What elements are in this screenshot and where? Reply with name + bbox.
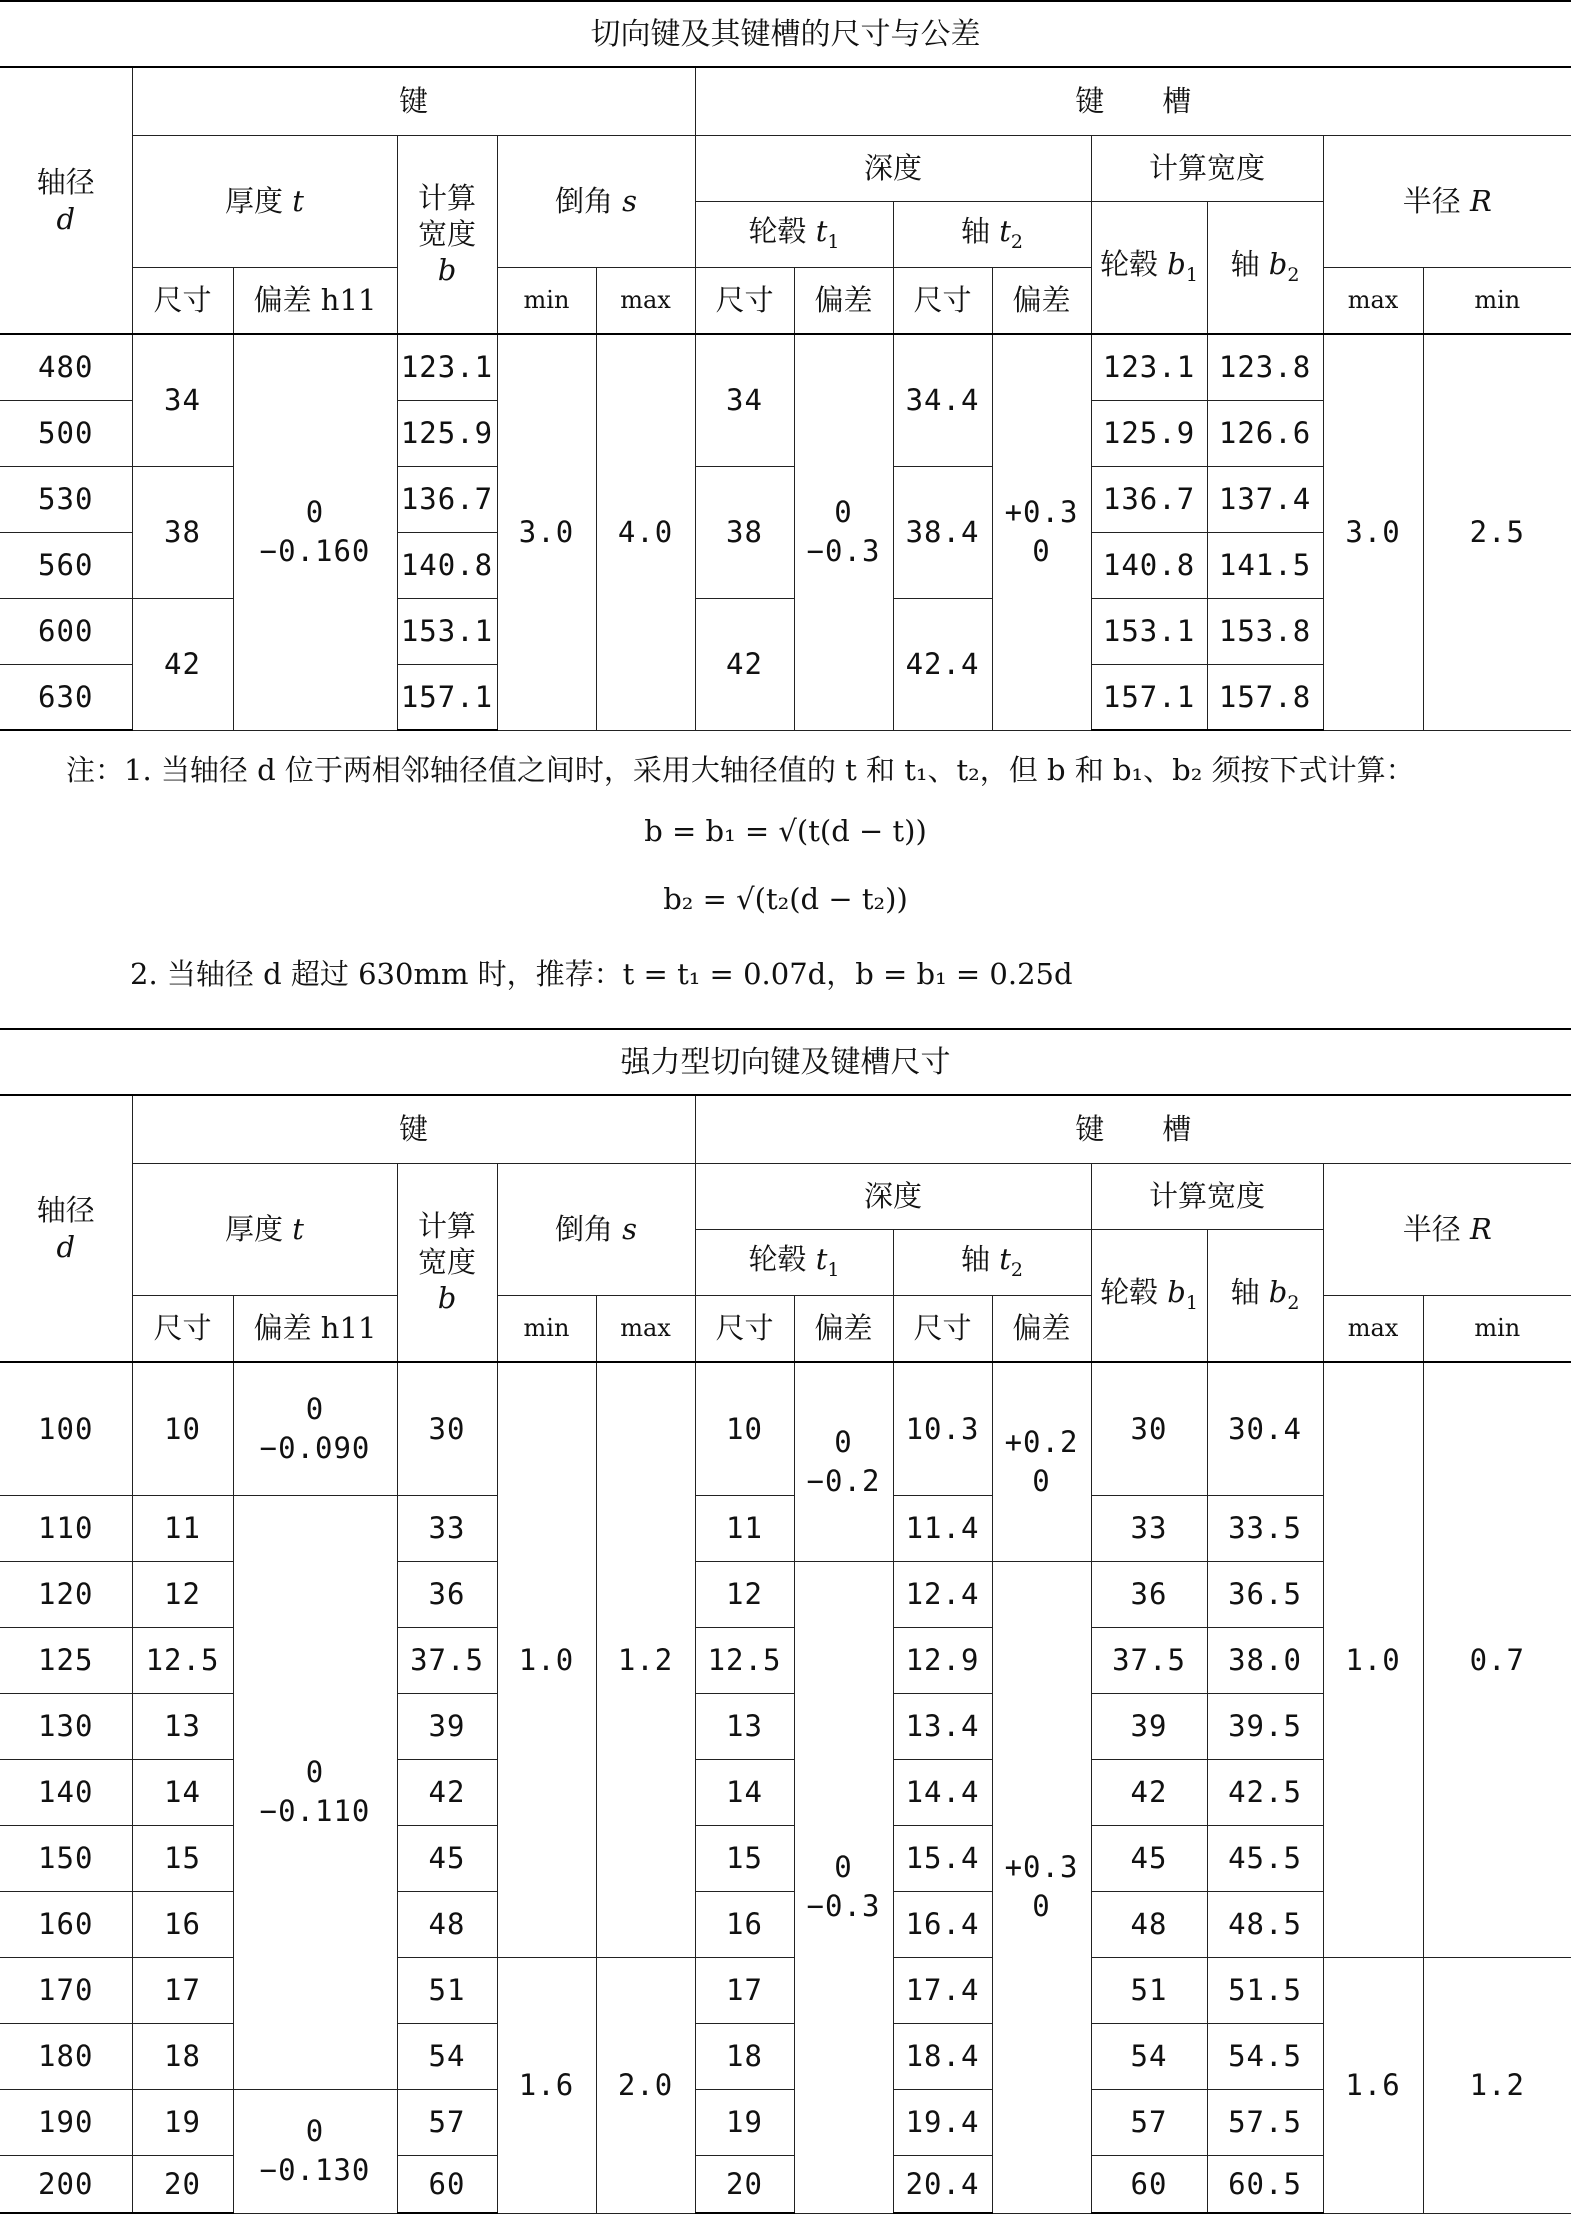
header-t1-dev: 偏差	[794, 1295, 893, 1362]
t2-t2: 10.3	[893, 1362, 992, 1495]
t2-d: 200	[0, 2155, 132, 2213]
t2-b1: 37.5	[1091, 1627, 1207, 1693]
t2-d: 190	[0, 2089, 132, 2155]
t1-b2: 157.8	[1207, 664, 1323, 730]
header-thickness: 厚度 t	[132, 1163, 397, 1295]
t1-t1: 42	[695, 598, 794, 730]
header-radius: 半径 R	[1323, 135, 1571, 267]
t2-s-max: 2.0	[596, 1957, 695, 2213]
t2-b1: 42	[1091, 1759, 1207, 1825]
t2-d: 140	[0, 1759, 132, 1825]
header-s-max: max	[596, 267, 695, 334]
t2-b1: 48	[1091, 1891, 1207, 1957]
t2-t2: 14.4	[893, 1759, 992, 1825]
t2-b2: 48.5	[1207, 1891, 1323, 1957]
t1-b: 157.1	[397, 664, 497, 730]
t1-b: 140.8	[397, 532, 497, 598]
header-hub-b1: 轮毂 $b_1$	[1091, 201, 1207, 334]
t2-d: 120	[0, 1561, 132, 1627]
header-s-min: min	[497, 267, 596, 334]
t2-t1: 12	[695, 1561, 794, 1627]
header-shaft-b2: 轴 $b_2$	[1207, 1229, 1323, 1362]
t1-t: 38	[132, 466, 233, 598]
header-thickness: 厚度 t	[132, 135, 397, 267]
t2-t2: 15.4	[893, 1825, 992, 1891]
header-shaft: 轴径 d	[0, 67, 132, 334]
t2-t: 16	[132, 1891, 233, 1957]
t2-b2: 54.5	[1207, 2023, 1323, 2089]
t2-t: 19	[132, 2089, 233, 2155]
header-calc-width: 计算 宽度 b	[397, 1163, 497, 1362]
t2-b2: 38.0	[1207, 1627, 1323, 1693]
t1-d: 480	[0, 334, 132, 400]
t1-t2: 38.4	[893, 466, 992, 598]
t2-b: 42	[397, 1759, 497, 1825]
t2-t: 10	[132, 1362, 233, 1495]
t2-b: 45	[397, 1825, 497, 1891]
t1-d: 560	[0, 532, 132, 598]
header-t1-size: 尺寸	[695, 1295, 794, 1362]
note-1: 注：1. 当轴径 d 位于两相邻轴径值之间时，采用大轴径值的 t 和 t₁、t₂，但 b 和 b₁、b₂ 须按下式计算：	[66, 753, 1415, 787]
t1-t: 42	[132, 598, 233, 730]
t2-b: 48	[397, 1891, 497, 1957]
table2	[0, 1094, 1571, 2214]
t1-b2: 123.8	[1207, 334, 1323, 400]
t1-s-max: 4.0	[596, 334, 695, 730]
t2-t1: 17	[695, 1957, 794, 2023]
t2-b: 33	[397, 1495, 497, 1561]
t2-t: 11	[132, 1495, 233, 1561]
t2-t1: 14	[695, 1759, 794, 1825]
t2-b2: 36.5	[1207, 1561, 1323, 1627]
t2-t1-dev: 0 −0.3	[794, 1561, 893, 2213]
header-size: 尺寸	[132, 267, 233, 334]
t2-b1: 57	[1091, 2089, 1207, 2155]
t2-d: 130	[0, 1693, 132, 1759]
t2-s-max: 1.2	[596, 1362, 695, 1957]
t2-b2: 33.5	[1207, 1495, 1323, 1561]
t2-b2: 30.4	[1207, 1362, 1323, 1495]
header-calc-width-slot: 计算宽度	[1091, 135, 1323, 201]
t1-t2-dev: +0.3 0	[992, 334, 1091, 730]
header-keyway: 键 槽	[695, 1095, 1571, 1163]
header-shaft-t2: 轴 $t_2$	[893, 1229, 1091, 1295]
t2-b1: 36	[1091, 1561, 1207, 1627]
t1-b1: 157.1	[1091, 664, 1207, 730]
t2-b: 54	[397, 2023, 497, 2089]
header-dev-h11: 偏差 h11	[233, 267, 397, 334]
header-hub-t1: 轮毂 $t_1$	[695, 1229, 893, 1295]
header-radius: 半径 R	[1323, 1163, 1571, 1295]
header-dev-h11: 偏差 h11	[233, 1295, 397, 1362]
t2-t2: 19.4	[893, 2089, 992, 2155]
t2-t: 15	[132, 1825, 233, 1891]
header-key: 键	[132, 67, 695, 135]
t2-s-min: 1.6	[497, 1957, 596, 2213]
t1-d: 500	[0, 400, 132, 466]
t2-t: 12	[132, 1561, 233, 1627]
t2-b1: 30	[1091, 1362, 1207, 1495]
header-hub-t1: 轮毂 $t_1$	[695, 201, 893, 267]
header-chamfer: 倒角 s	[497, 135, 695, 267]
t1-d: 630	[0, 664, 132, 730]
t1-b: 123.1	[397, 334, 497, 400]
t2-t2: 12.9	[893, 1627, 992, 1693]
header-chamfer: 倒角 s	[497, 1163, 695, 1295]
t1-r-min: 2.5	[1423, 334, 1571, 730]
t1-t1: 38	[695, 466, 794, 598]
header-t2-size: 尺寸	[893, 267, 992, 334]
t2-t1: 18	[695, 2023, 794, 2089]
t1-t2: 34.4	[893, 334, 992, 466]
t2-t2: 13.4	[893, 1693, 992, 1759]
t2-r-min: 1.2	[1423, 1957, 1571, 2213]
t2-t-dev: 0 −0.130	[233, 2089, 397, 2213]
t1-d: 530	[0, 466, 132, 532]
t2-b: 39	[397, 1693, 497, 1759]
header-s-min: min	[497, 1295, 596, 1362]
header-r-min: min	[1423, 1295, 1571, 1362]
table1-title: 切向键及其键槽的尺寸与公差	[0, 0, 1571, 68]
t2-t1: 20	[695, 2155, 794, 2213]
header-r-max: max	[1323, 1295, 1423, 1362]
table1	[0, 66, 1571, 731]
t2-d: 100	[0, 1362, 132, 1495]
t2-t2: 17.4	[893, 1957, 992, 2023]
t2-t2-dev: +0.3 0	[992, 1561, 1091, 2213]
t2-r-min: 0.7	[1423, 1362, 1571, 1957]
t2-t1: 11	[695, 1495, 794, 1561]
header-t1-size: 尺寸	[695, 267, 794, 334]
t1-t-dev: 0 −0.160	[233, 334, 397, 730]
t2-t1-dev: 0 −0.2	[794, 1362, 893, 1561]
t2-s-min: 1.0	[497, 1362, 596, 1957]
t1-b: 136.7	[397, 466, 497, 532]
t2-b1: 60	[1091, 2155, 1207, 2213]
header-r-min: min	[1423, 267, 1571, 334]
header-t2-size: 尺寸	[893, 1295, 992, 1362]
t2-b2: 51.5	[1207, 1957, 1323, 2023]
t2-b2: 60.5	[1207, 2155, 1323, 2213]
t1-t2: 42.4	[893, 598, 992, 730]
t2-b1: 45	[1091, 1825, 1207, 1891]
t2-t: 18	[132, 2023, 233, 2089]
t2-b: 37.5	[397, 1627, 497, 1693]
header-size: 尺寸	[132, 1295, 233, 1362]
header-depth: 深度	[695, 135, 1091, 201]
t1-b: 153.1	[397, 598, 497, 664]
t1-s-min: 3.0	[497, 334, 596, 730]
t2-t1: 19	[695, 2089, 794, 2155]
t2-t-dev: 0 −0.110	[233, 1495, 397, 2089]
t1-b1: 123.1	[1091, 334, 1207, 400]
t2-t1: 15	[695, 1825, 794, 1891]
t1-b2: 126.6	[1207, 400, 1323, 466]
header-r-max: max	[1323, 267, 1423, 334]
header-s-max: max	[596, 1295, 695, 1362]
table2-title: 强力型切向键及键槽尺寸	[0, 1028, 1571, 1096]
t2-t2: 18.4	[893, 2023, 992, 2089]
t2-d: 110	[0, 1495, 132, 1561]
t2-t2: 20.4	[893, 2155, 992, 2213]
t2-d: 170	[0, 1957, 132, 2023]
t2-d: 180	[0, 2023, 132, 2089]
t1-b: 125.9	[397, 400, 497, 466]
t1-t: 34	[132, 334, 233, 466]
formula-2: b₂ = √(t₂(d − t₂))	[663, 882, 908, 916]
header-keyway: 键 槽	[695, 67, 1571, 135]
t1-b1: 140.8	[1091, 532, 1207, 598]
t2-t2: 12.4	[893, 1561, 992, 1627]
t2-b1: 33	[1091, 1495, 1207, 1561]
t2-d: 160	[0, 1891, 132, 1957]
t2-t: 13	[132, 1693, 233, 1759]
t2-t-dev: 0 −0.090	[233, 1362, 397, 1495]
t2-t1: 13	[695, 1693, 794, 1759]
t2-b1: 39	[1091, 1693, 1207, 1759]
t1-r-max: 3.0	[1323, 334, 1423, 730]
t1-b2: 141.5	[1207, 532, 1323, 598]
t1-b2: 137.4	[1207, 466, 1323, 532]
t1-b1: 125.9	[1091, 400, 1207, 466]
t1-b2: 153.8	[1207, 598, 1323, 664]
header-calc-width: 计算 宽度 b	[397, 135, 497, 334]
header-shaft: 轴径 d	[0, 1095, 132, 1362]
t2-b2: 39.5	[1207, 1693, 1323, 1759]
t2-b2: 57.5	[1207, 2089, 1323, 2155]
t1-d: 600	[0, 598, 132, 664]
t2-t1: 10	[695, 1362, 794, 1495]
t2-b: 51	[397, 1957, 497, 2023]
header-key: 键	[132, 1095, 695, 1163]
t2-r-max: 1.0	[1323, 1362, 1423, 1957]
header-t1-dev: 偏差	[794, 267, 893, 334]
t2-t2: 11.4	[893, 1495, 992, 1561]
t1-b1: 136.7	[1091, 466, 1207, 532]
t2-b: 30	[397, 1362, 497, 1495]
header-depth: 深度	[695, 1163, 1091, 1229]
t2-t: 20	[132, 2155, 233, 2213]
t2-b: 60	[397, 2155, 497, 2213]
header-t2-dev: 偏差	[992, 1295, 1091, 1362]
t1-t1: 34	[695, 334, 794, 466]
t2-b1: 51	[1091, 1957, 1207, 2023]
t1-b1: 153.1	[1091, 598, 1207, 664]
header-hub-b1: 轮毂 $b_1$	[1091, 1229, 1207, 1362]
t2-t: 14	[132, 1759, 233, 1825]
header-shaft-t2: 轴 $t_2$	[893, 201, 1091, 267]
t2-b1: 54	[1091, 2023, 1207, 2089]
t2-t: 12.5	[132, 1627, 233, 1693]
t1-t1-dev: 0 −0.3	[794, 334, 893, 730]
t2-r-max: 1.6	[1323, 1957, 1423, 2213]
t2-b: 36	[397, 1561, 497, 1627]
note-2: 2. 当轴径 d 超过 630mm 时，推荐：t = t₁ = 0.07d，b = b₁ = 0.25d	[130, 957, 1073, 991]
t2-t2-dev: +0.2 0	[992, 1362, 1091, 1561]
header-calc-width-slot: 计算宽度	[1091, 1163, 1323, 1229]
t2-b2: 45.5	[1207, 1825, 1323, 1891]
t2-t: 17	[132, 1957, 233, 2023]
t2-t2: 16.4	[893, 1891, 992, 1957]
formula-1: b = b₁ = √(t(d − t))	[644, 814, 927, 848]
header-shaft-b2: 轴 $b_2$	[1207, 201, 1323, 334]
t2-d: 125	[0, 1627, 132, 1693]
t2-b2: 42.5	[1207, 1759, 1323, 1825]
header-t2-dev: 偏差	[992, 267, 1091, 334]
t2-b: 57	[397, 2089, 497, 2155]
t2-d: 150	[0, 1825, 132, 1891]
t2-t1: 16	[695, 1891, 794, 1957]
t2-t1: 12.5	[695, 1627, 794, 1693]
